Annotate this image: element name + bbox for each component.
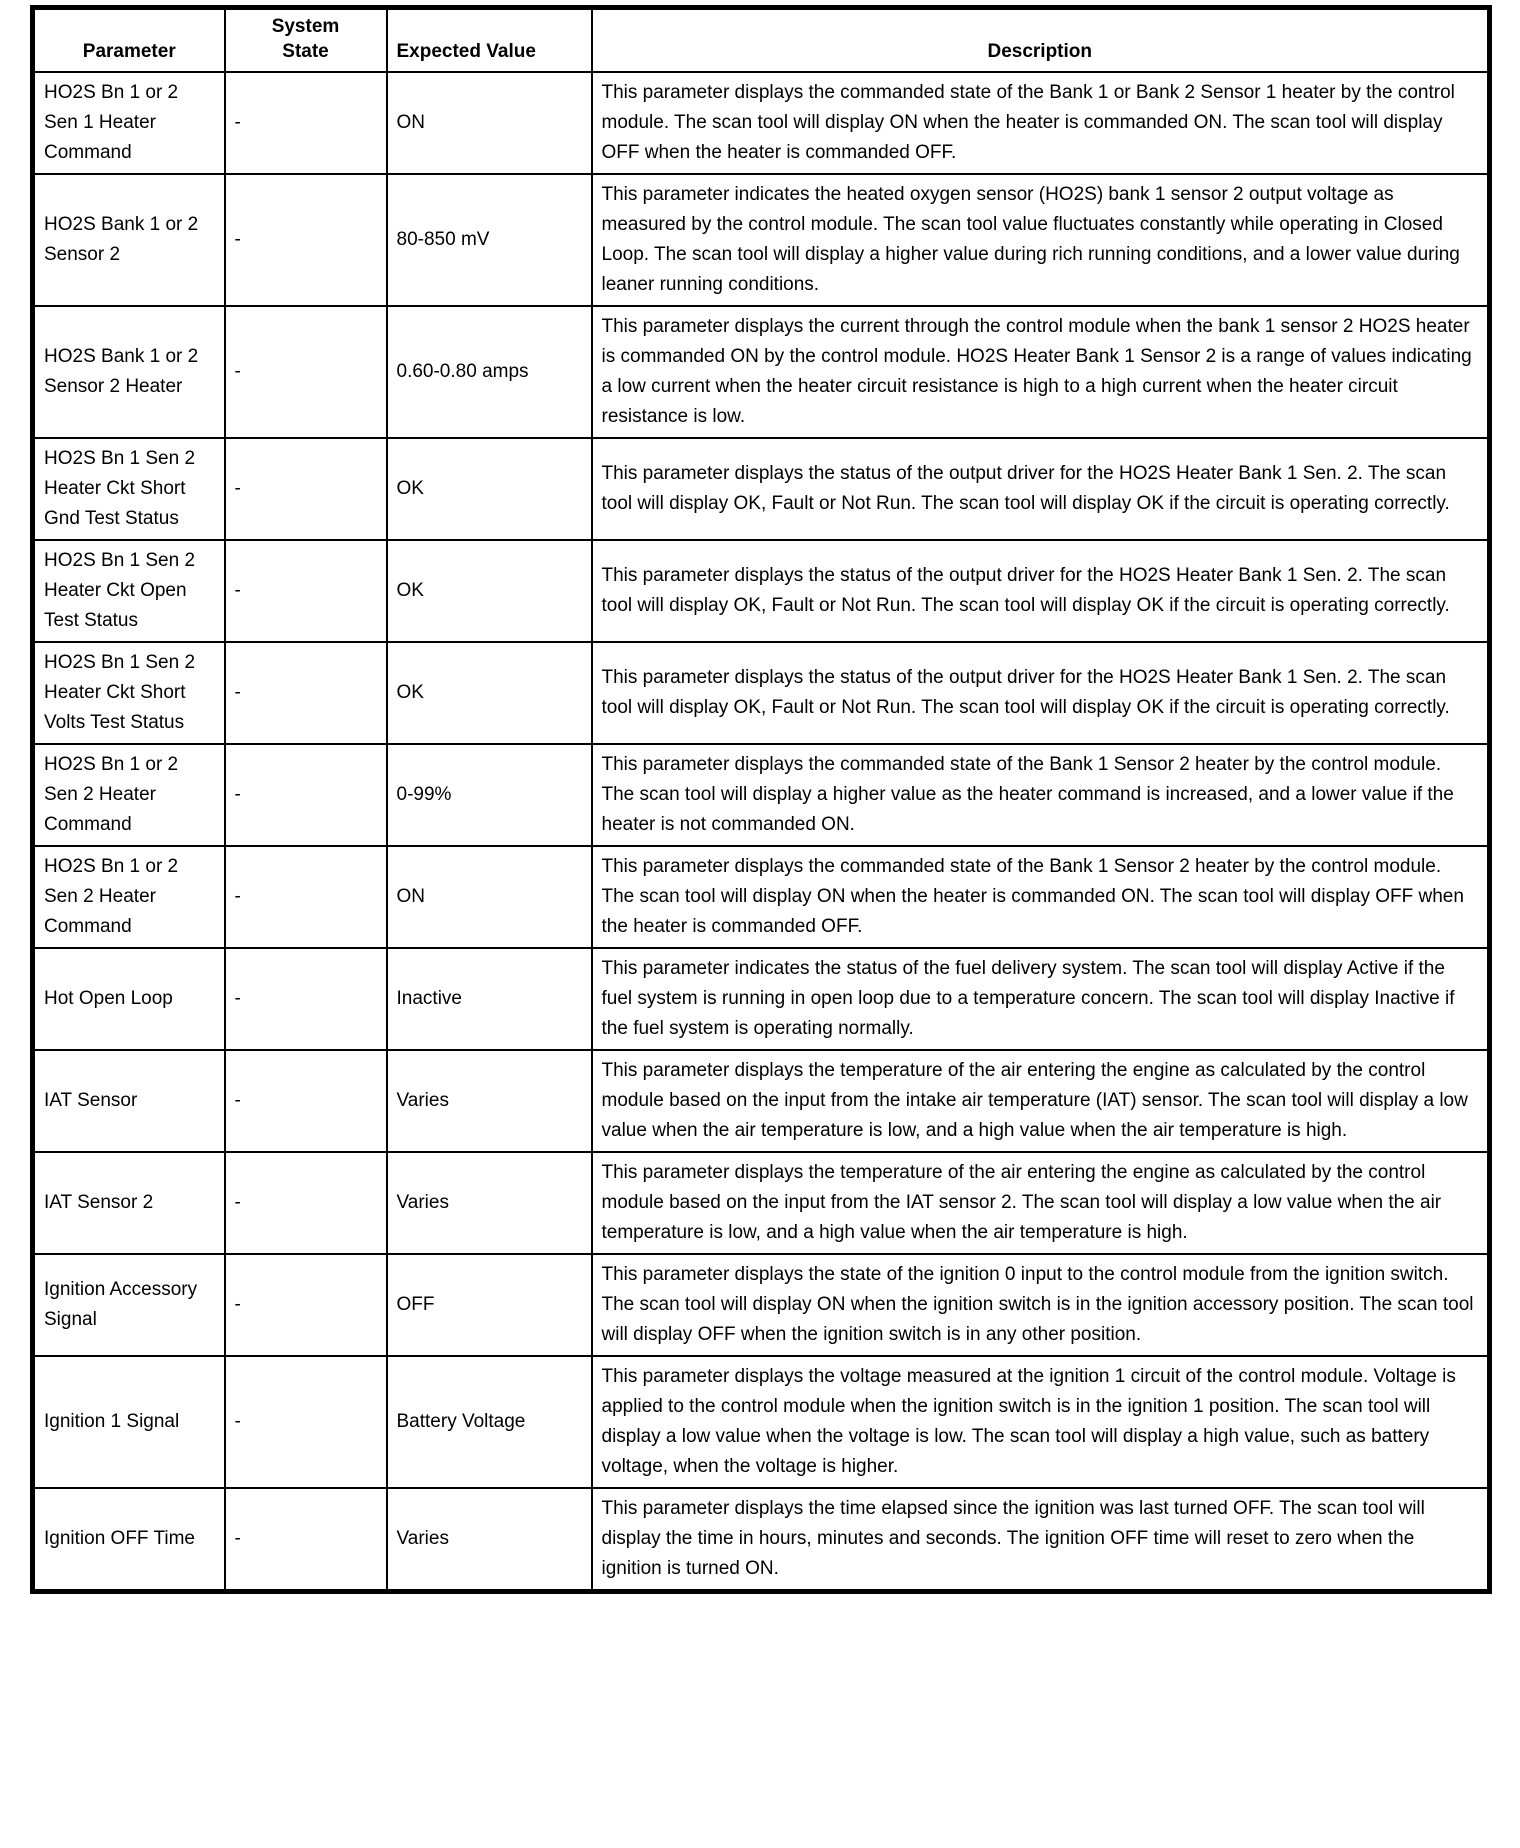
expected-value-cell: ON — [387, 846, 592, 948]
table-header — [33, 8, 1490, 73]
table-row — [33, 1488, 1490, 1592]
parameter-cell: HO2S Bank 1 or 2 Sensor 2 Heater — [33, 306, 225, 438]
system-state-cell: - — [225, 1152, 387, 1254]
table-row — [33, 1152, 1490, 1254]
description-cell: This parameter indicates the status of the fuel delivery system. The scan tool will display Active if the fuel system is running in open loop due to a temperature concern. The scan tool will display Inactive if the fuel system is operating normally. — [592, 948, 1490, 1050]
table-row — [33, 1254, 1490, 1356]
description-cell: This parameter displays the status of the output driver for the HO2S Heater Bank 1 Sen. 2. The scan tool will display OK, Fault or Not Run. The scan tool will display OK if the circuit is operating correctly. — [592, 438, 1490, 540]
system-state-cell: - — [225, 174, 387, 306]
table-row — [33, 744, 1490, 846]
parameter-cell: IAT Sensor — [33, 1050, 225, 1152]
table-row — [33, 174, 1490, 306]
header-system-state — [225, 8, 387, 73]
expected-value-cell: OK — [387, 642, 592, 744]
parameter-cell: HO2S Bn 1 Sen 2 Heater Ckt Short Volts Test Status — [33, 642, 225, 744]
description-cell: This parameter displays the temperature of the air entering the engine as calculated by the control module based on the input from the IAT sensor 2. The scan tool will display a low value when the air temperature is low, and a high value when the air temperature is high. — [592, 1152, 1490, 1254]
table-row — [33, 948, 1490, 1050]
description-cell: This parameter indicates the heated oxygen sensor (HO2S) bank 1 sensor 2 output voltage as measured by the control module. The scan tool value fluctuates constantly while operating in Closed Loop. The scan tool will display a higher value during rich running conditions, and a lower value during leaner running conditions. — [592, 174, 1490, 306]
description-cell: This parameter displays the temperature of the air entering the engine as calculated by the control module based on the input from the intake air temperature (IAT) sensor. The scan tool will display a low value when the air temperature is low, and a high value when the air temperature is high. — [592, 1050, 1490, 1152]
header-description: Description — [592, 8, 1490, 73]
parameter-cell: HO2S Bank 1 or 2 Sensor 2 — [33, 174, 225, 306]
description-cell: This parameter displays the commanded state of the Bank 1 Sensor 2 heater by the control module. The scan tool will display a higher value as the heater command is increased, and a lower value if the heater is not commanded ON. — [592, 744, 1490, 846]
description-cell: This parameter displays the status of the output driver for the HO2S Heater Bank 1 Sen. 2. The scan tool will display OK, Fault or Not Run. The scan tool will display OK if the circuit is operating correctly. — [592, 540, 1490, 642]
system-state-cell: - — [225, 1488, 387, 1592]
system-state-cell: - — [225, 438, 387, 540]
table-row — [33, 306, 1490, 438]
parameter-cell: Ignition Accessory Signal — [33, 1254, 225, 1356]
header-parameter: Parameter — [33, 8, 225, 73]
table-row — [33, 72, 1490, 174]
parameter-cell: HO2S Bn 1 or 2 Sen 2 Heater Command — [33, 744, 225, 846]
expected-value-cell: OK — [387, 438, 592, 540]
table-row — [33, 438, 1490, 540]
expected-value-cell: OK — [387, 540, 592, 642]
table-body — [33, 72, 1490, 1592]
parameter-cell: Ignition OFF Time — [33, 1488, 225, 1592]
system-state-cell: - — [225, 540, 387, 642]
expected-value-cell: Battery Voltage — [387, 1356, 592, 1488]
parameter-cell: HO2S Bn 1 Sen 2 Heater Ckt Short Gnd Test Status — [33, 438, 225, 540]
header-row — [33, 8, 1490, 73]
header-expected-value: Expected Value — [387, 8, 592, 73]
system-state-cell: - — [225, 948, 387, 1050]
table-row — [33, 642, 1490, 744]
description-cell: This parameter displays the state of the ignition 0 input to the control module from the ignition switch. The scan tool will display ON when the ignition switch is in the ignition accessory position. The scan tool will display OFF when the ignition switch is in any other position. — [592, 1254, 1490, 1356]
description-cell: This parameter displays the voltage measured at the ignition 1 circuit of the control module. Voltage is applied to the control module when the ignition switch is in the ignition 1 position. The scan tool will display a low value when the voltage is low. The scan tool will display a high value, such as battery voltage, when the voltage is higher. — [592, 1356, 1490, 1488]
parameter-cell: IAT Sensor 2 — [33, 1152, 225, 1254]
description-cell: This parameter displays the commanded state of the Bank 1 Sensor 2 heater by the control module. The scan tool will display ON when the heater is commanded ON. The scan tool will display OFF when the heater is commanded OFF. — [592, 846, 1490, 948]
table-row — [33, 540, 1490, 642]
expected-value-cell: 80-850 mV — [387, 174, 592, 306]
parameter-cell: Ignition 1 Signal — [33, 1356, 225, 1488]
parameter-cell: Hot Open Loop — [33, 948, 225, 1050]
description-cell: This parameter displays the time elapsed since the ignition was last turned OFF. The scan tool will display the time in hours, minutes and seconds. The ignition OFF time will reset to zero when the ignition is turned ON. — [592, 1488, 1490, 1592]
system-state-cell: - — [225, 1254, 387, 1356]
expected-value-cell: 0.60-0.80 amps — [387, 306, 592, 438]
description-cell: This parameter displays the commanded state of the Bank 1 or Bank 2 Sensor 1 heater by the control module. The scan tool will display ON when the heater is commanded ON. The scan tool will display OFF when the heater is commanded OFF. — [592, 72, 1490, 174]
header-system-state-label: System State — [271, 16, 340, 62]
table-row — [33, 1356, 1490, 1488]
system-state-cell: - — [225, 72, 387, 174]
system-state-cell: - — [225, 642, 387, 744]
expected-value-cell: OFF — [387, 1254, 592, 1356]
description-cell: This parameter displays the current through the control module when the bank 1 sensor 2 HO2S heater is commanded ON by the control module. HO2S Heater Bank 1 Sensor 2 is a range of values indicating a low current when the heater circuit resistance is high to a high current when the heater circuit resistance is low. — [592, 306, 1490, 438]
expected-value-cell: Varies — [387, 1050, 592, 1152]
system-state-cell: - — [225, 744, 387, 846]
parameter-cell: HO2S Bn 1 Sen 2 Heater Ckt Open Test Status — [33, 540, 225, 642]
system-state-cell: - — [225, 846, 387, 948]
system-state-cell: - — [225, 1356, 387, 1488]
table-row — [33, 846, 1490, 948]
scan-tool-data-table — [30, 5, 1492, 1594]
parameter-cell: HO2S Bn 1 or 2 Sen 1 Heater Command — [33, 72, 225, 174]
table-row — [33, 1050, 1490, 1152]
expected-value-cell: ON — [387, 72, 592, 174]
expected-value-cell: 0-99% — [387, 744, 592, 846]
parameter-cell: HO2S Bn 1 or 2 Sen 2 Heater Command — [33, 846, 225, 948]
expected-value-cell: Inactive — [387, 948, 592, 1050]
expected-value-cell: Varies — [387, 1152, 592, 1254]
system-state-cell: - — [225, 306, 387, 438]
expected-value-cell: Varies — [387, 1488, 592, 1592]
description-cell: This parameter displays the status of the output driver for the HO2S Heater Bank 1 Sen. 2. The scan tool will display OK, Fault or Not Run. The scan tool will display OK if the circuit is operating correctly. — [592, 642, 1490, 744]
system-state-cell: - — [225, 1050, 387, 1152]
